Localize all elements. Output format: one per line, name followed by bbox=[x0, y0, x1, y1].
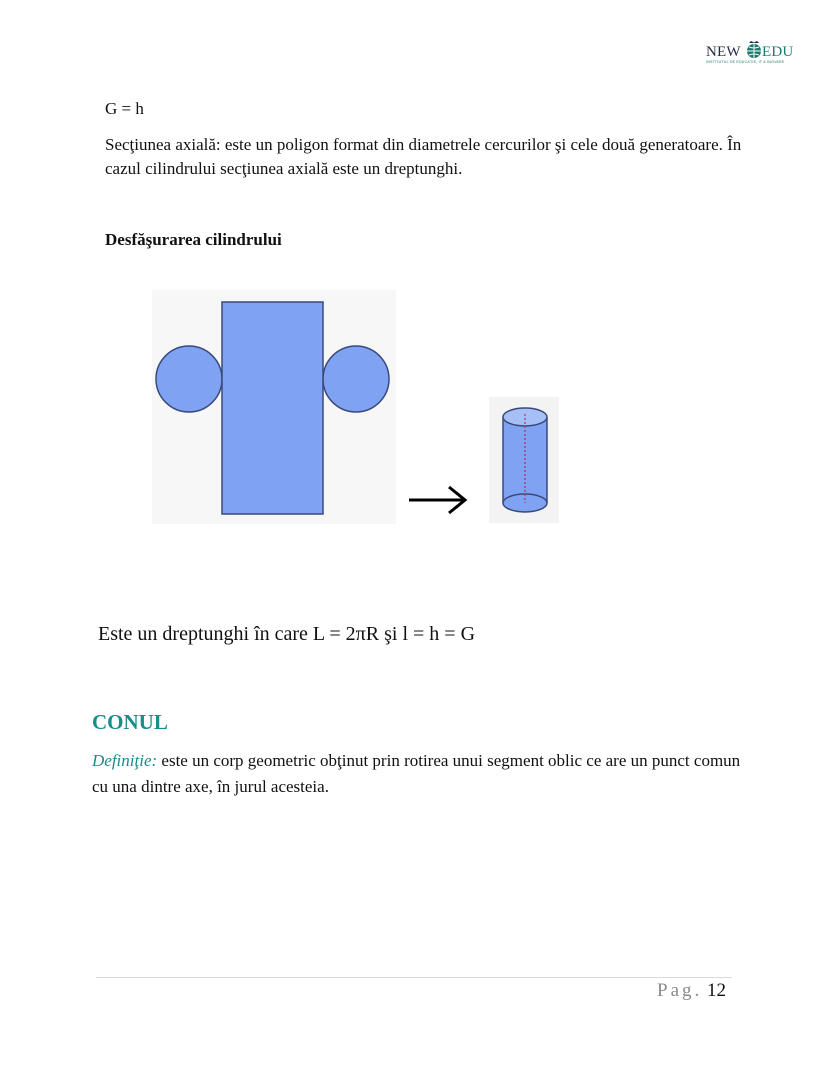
formula-g-h: G = h bbox=[105, 99, 144, 118]
net-left-circle bbox=[156, 346, 222, 412]
logo bbox=[706, 38, 796, 68]
page-footer bbox=[657, 980, 726, 1002]
desfasurare-heading: Desfăşurarea cilindrului bbox=[105, 230, 282, 249]
logo-word-edu: EDU bbox=[762, 44, 794, 60]
logo-tagline: INSTITUTUL DE EDUCAȚIE, IT & INOVARE bbox=[706, 60, 785, 64]
definitie-label: Definiţie: bbox=[92, 751, 158, 770]
right-arrow-icon bbox=[405, 481, 471, 517]
net-right-circle bbox=[323, 346, 389, 412]
page-label: Pag. bbox=[657, 980, 703, 1001]
cylinder-figure bbox=[489, 397, 559, 523]
conul-heading: CONUL bbox=[92, 710, 168, 734]
cylinder-net-figure bbox=[152, 290, 396, 524]
sectiune-axiala-paragraph: Secţiunea axială: este un poligon format din diametrele cercurilor şi cele două generatoare. În cazul cilindrului secţiunea axială este un dreptunghi. bbox=[105, 135, 742, 178]
globe-icon bbox=[744, 40, 764, 60]
page-number: 12 bbox=[707, 980, 726, 1001]
definitie-text: este un corp geometric obţinut prin rotirea unui segment oblic ce are un punct comun cu una dintre axe, în jurul acesteia. bbox=[92, 751, 741, 796]
footer-divider bbox=[96, 977, 732, 978]
logo-word-new: NEW bbox=[706, 44, 741, 60]
definitie-paragraph bbox=[92, 748, 752, 800]
net-rectangle bbox=[222, 302, 323, 514]
dreptunghi-formula: Este un dreptunghi în care L = 2πR şi l = h = G bbox=[98, 623, 476, 645]
